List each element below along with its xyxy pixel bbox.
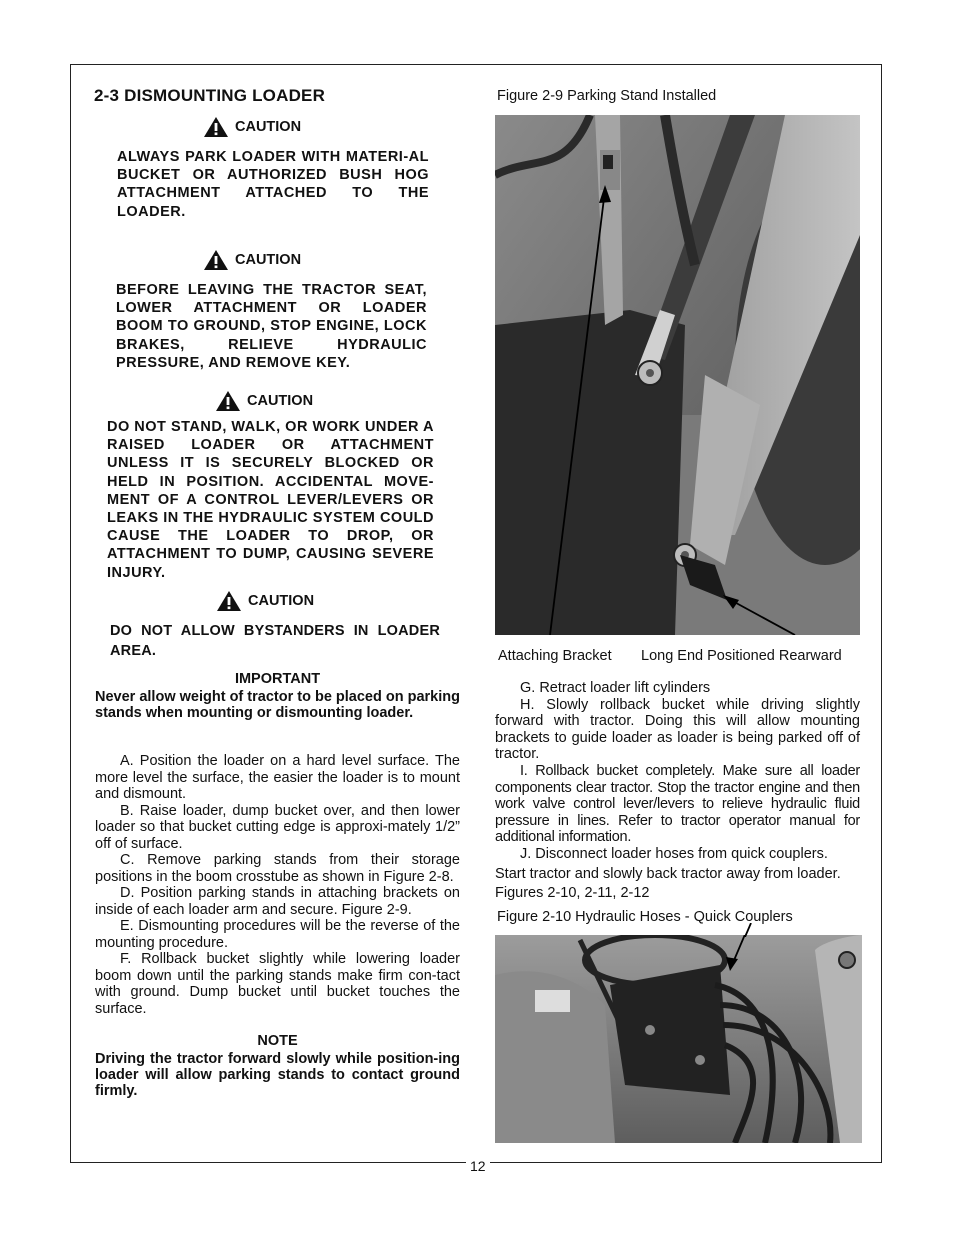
- step-i: I. Rollback bucket completely. Make sure all loader components clear tractor. Stop the tractor engine and then work valve control lever/levers to relieve hydraulic fluid pressure in lines. Refer to tractor operator manual for additional information.: [495, 762, 860, 846]
- step-j-continued: Start tractor and slowly back tractor away from loader. Figures 2-10, 2-11, 2-12: [495, 865, 841, 901]
- step-b: B. Raise loader, dump bucket over, and then lower loader so that bucket cutting edge is approxi-mately 1/2” off of surface.: [95, 802, 460, 852]
- caution-label: CAUTION: [235, 252, 302, 268]
- step-a: A. Position the loader on a hard level surface. The more level the surface, the easier the loader is to mount and dismount.: [95, 753, 460, 802]
- caution-text-3: DO NOT STAND, WALK, OR WORK UNDER A RAISED LOADER OR ATTACHMENT UNLESS IT IS SECURELY BLOCKED OR HELD IN POSITION. ACCIDENTAL MOVE-MENT OF A CONTROL LEVER/LEVERS OR LEAKS IN THE HYDRAULIC SYSTEM COULD CAUSE THE LOADER TO DROP, OR ATTACHMENT TO DUMP, CAUSING SEVERE INJURY.: [107, 419, 434, 581]
- step-g: G. Retract loader lift cylinders: [520, 680, 711, 696]
- steps-left: [95, 753, 460, 1017]
- step-f: F. Rollback bucket slightly while lowering loader boom down until the parking stands make firm con-tact with ground. Dump bucket until bucket touches the surface.: [95, 951, 460, 1017]
- important-text: Never allow weight of tractor to be placed on parking stands when mounting or dismounting loader.: [95, 689, 460, 722]
- figure-2-10-pointer: [735, 923, 755, 937]
- step-e: E. Dismounting procedures will be the reverse of the mounting procedure.: [95, 918, 460, 951]
- steps-right: [495, 680, 860, 903]
- figure-2-9-label-left: Attaching Bracket: [498, 648, 612, 664]
- warning-triangle-icon: [203, 249, 229, 271]
- caution-heading-1: [203, 116, 301, 138]
- caution-heading-2: [203, 249, 301, 271]
- caution-label: CAUTION: [235, 119, 302, 135]
- figure-2-9-caption: Figure 2-9 Parking Stand Installed: [497, 88, 717, 104]
- warning-triangle-icon: [216, 590, 242, 612]
- note-heading: NOTE: [257, 1033, 298, 1049]
- caution-text-1: ALWAYS PARK LOADER WITH MATERI-AL BUCKET OR AUTHORIZED BUSH HOG ATTACHMENT ATTACHED TO THE LOADER.: [117, 149, 429, 220]
- step-c: C. Remove parking stands from their storage positions in the boom crosstube as shown in Figure 2-8.: [95, 852, 460, 885]
- figure-2-10-photo: [495, 935, 862, 1143]
- caution-label: CAUTION: [248, 593, 315, 609]
- warning-triangle-icon: [203, 116, 229, 138]
- caution-label: CAUTION: [247, 393, 314, 409]
- caution-text-2: BEFORE LEAVING THE TRACTOR SEAT, LOWER ATTACHMENT OR LOADER BOOM TO GROUND, STOP ENGINE, LOCK BRAKES, RELIEVE HYDRAULIC PRESSURE, AND REMOVE KEY.: [116, 282, 427, 371]
- step-d: D. Position parking stands in attaching brackets on inside of each loader arm and secure. Figure 2-9.: [95, 885, 460, 918]
- caution-heading-4: [216, 590, 314, 612]
- figure-2-10-caption: Figure 2-10 Hydraulic Hoses - Quick Couplers: [497, 909, 793, 925]
- note-text: Driving the tractor forward slowly while position-ing loader will allow parking stands to contact ground firmly.: [95, 1051, 460, 1100]
- warning-triangle-icon: [215, 390, 241, 412]
- important-heading: IMPORTANT: [234, 671, 321, 687]
- caution-text-4: DO NOT ALLOW BYSTANDERS IN LOADER AREA.: [110, 623, 440, 659]
- step-j: J. Disconnect loader hoses from quick couplers.: [520, 845, 828, 862]
- step-h: H. Slowly rollback bucket while driving slightly forward with tractor. Doing this will allow mounting brackets to guide loader as loader is being parked off of tractor.: [495, 696, 860, 763]
- caution-heading-3: [215, 390, 313, 412]
- figure-2-9-photo: [495, 115, 860, 635]
- section-title: 2-3 DISMOUNTING LOADER: [94, 86, 326, 105]
- page-number: 12: [470, 1158, 486, 1174]
- figure-2-9-label-right: Long End Positioned Rearward: [641, 648, 842, 664]
